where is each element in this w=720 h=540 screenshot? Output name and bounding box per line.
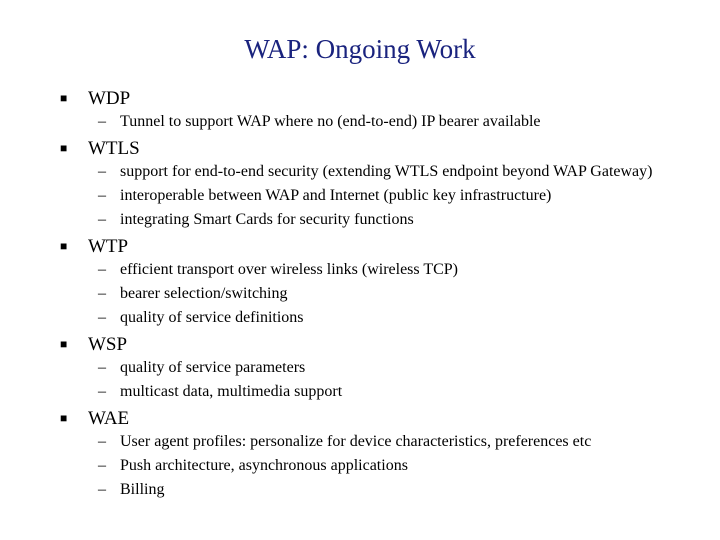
section-heading: [60, 87, 710, 111]
slide-title: WAP: Ongoing Work: [244, 34, 476, 64]
list-item: [98, 309, 710, 327]
list-item: [98, 261, 710, 279]
list-item-text: Billing: [120, 481, 165, 498]
slide-content: [60, 87, 710, 505]
list-item-text: bearer selection/switching: [120, 285, 288, 302]
dash-icon: –: [98, 457, 106, 474]
sub-item-list: [60, 113, 710, 131]
square-bullet-icon: ■: [60, 141, 68, 155]
dash-icon: –: [98, 285, 106, 302]
sub-item-list: [60, 163, 710, 229]
list-item: [98, 383, 710, 401]
list-item: [98, 285, 710, 303]
list-item-text: User agent profiles: personalize for device characteristics, preferences etc: [120, 433, 592, 450]
square-bullet-icon: ■: [60, 411, 68, 425]
section-heading: [60, 407, 710, 431]
list-item-text: efficient transport over wireless links (wireless TCP): [120, 261, 458, 278]
section-heading-text: WDP: [88, 88, 131, 109]
list-item-text: support for end-to-end security (extending WTLS endpoint beyond WAP Gateway): [120, 163, 653, 180]
section-wtls: [60, 137, 710, 229]
section-heading: [60, 235, 710, 259]
list-item: [98, 163, 710, 181]
section-heading: [60, 137, 710, 161]
section-heading-text: WTLS: [88, 138, 140, 159]
dash-icon: –: [98, 309, 106, 326]
sub-item-list: [60, 359, 710, 401]
list-item: [98, 211, 710, 229]
square-bullet-icon: ■: [60, 91, 68, 105]
dash-icon: –: [98, 433, 106, 450]
sub-item-list: [60, 433, 710, 499]
list-item: [98, 113, 710, 131]
section-heading-text: WSP: [88, 334, 128, 355]
section-wtp: [60, 235, 710, 327]
list-item: [98, 457, 710, 475]
section-heading: [60, 333, 710, 357]
list-item: [98, 359, 710, 377]
list-item-text: multicast data, multimedia support: [120, 383, 343, 400]
list-item-text: quality of service parameters: [120, 359, 306, 376]
dash-icon: –: [98, 163, 106, 180]
section-heading-text: WTP: [88, 236, 129, 257]
list-item: [98, 481, 710, 499]
list-item: [98, 187, 710, 205]
list-item-text: Tunnel to support WAP where no (end-to-end) IP bearer available: [120, 113, 541, 130]
dash-icon: –: [98, 359, 106, 376]
section-heading-text: WAE: [88, 408, 130, 429]
square-bullet-icon: ■: [60, 337, 68, 351]
dash-icon: –: [98, 187, 106, 204]
list-item-text: interoperable between WAP and Internet (public key infrastructure): [120, 187, 552, 204]
list-item-text: quality of service definitions: [120, 309, 304, 326]
dash-icon: –: [98, 383, 106, 400]
dash-icon: –: [98, 261, 106, 278]
section-wdp: [60, 87, 710, 131]
sub-item-list: [60, 261, 710, 327]
dash-icon: –: [98, 113, 106, 130]
list-item-text: Push architecture, asynchronous applications: [120, 457, 408, 474]
section-wae: [60, 407, 710, 499]
dash-icon: –: [98, 481, 106, 498]
list-item-text: integrating Smart Cards for security functions: [120, 211, 414, 228]
square-bullet-icon: ■: [60, 239, 68, 253]
section-wsp: [60, 333, 710, 401]
list-item: [98, 433, 710, 451]
dash-icon: –: [98, 211, 106, 228]
